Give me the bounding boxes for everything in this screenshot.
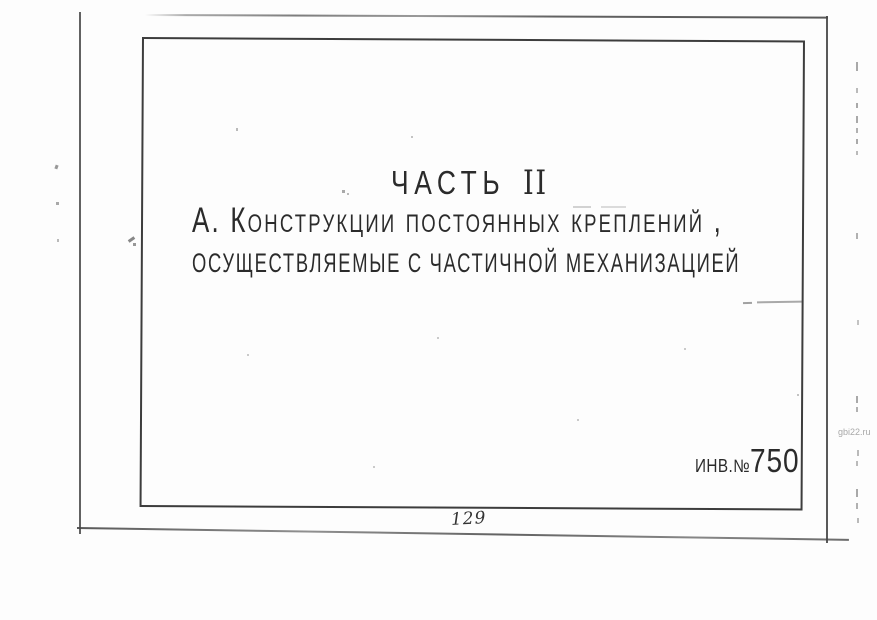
scan-artifact bbox=[856, 461, 858, 466]
scan-artifact bbox=[797, 394, 799, 396]
outer-frame-left-line bbox=[79, 12, 81, 534]
scan-artifact bbox=[856, 103, 858, 108]
scan-artifact bbox=[573, 206, 591, 208]
scan-artifact bbox=[373, 466, 375, 468]
scan-artifact bbox=[57, 239, 59, 242]
part-title-text: ЧАСТЬ bbox=[391, 164, 506, 201]
watermark-text: gbi22.ru bbox=[838, 427, 871, 437]
scan-artifact bbox=[856, 62, 858, 71]
outer-frame-top-line bbox=[145, 14, 828, 19]
scan-artifact bbox=[342, 190, 345, 193]
scan-artifact bbox=[743, 302, 752, 304]
scan-artifact bbox=[133, 243, 136, 246]
page-number: 129 bbox=[450, 508, 487, 530]
inventory-stamp bbox=[695, 444, 799, 477]
heading-line-1: А. Конструкции постоянных креплений , bbox=[192, 201, 724, 240]
scan-artifact bbox=[856, 407, 858, 412]
heading-line-2: ОСУЩЕСТВЛЯЕМЫЕ С ЧАСТИЧНОЙ МЕХАНИЗАЦИЕЙ bbox=[192, 248, 741, 278]
scan-artifact bbox=[857, 450, 859, 456]
scan-artifact bbox=[856, 396, 858, 403]
scan-artifact bbox=[857, 320, 859, 325]
scan-artifact bbox=[56, 202, 59, 205]
scan-artifact bbox=[54, 165, 58, 170]
scan-artifact bbox=[856, 139, 858, 144]
scan-artifact bbox=[856, 233, 858, 239]
scan-artifact bbox=[128, 236, 135, 242]
scan-artifact bbox=[601, 206, 626, 208]
scan-artifact bbox=[347, 193, 349, 195]
scan-artifact bbox=[856, 489, 858, 497]
scan-artifact bbox=[856, 151, 858, 155]
scan-artifact bbox=[856, 116, 858, 123]
scan-artifact bbox=[247, 354, 249, 356]
scan-artifact bbox=[856, 503, 858, 509]
part-title-roman-numeral: II bbox=[523, 163, 548, 203]
scan-artifact bbox=[236, 128, 238, 131]
inventory-stamp-number: 750 bbox=[750, 442, 800, 479]
scan-artifact bbox=[856, 128, 858, 133]
outer-frame-right-line bbox=[826, 16, 828, 543]
inventory-stamp-label: ИНВ.№ bbox=[695, 456, 751, 476]
scan-artifact bbox=[684, 348, 686, 350]
scan-artifact bbox=[437, 337, 439, 339]
scan-artifact bbox=[857, 518, 859, 523]
scan-artifact bbox=[856, 88, 858, 93]
scan-artifact bbox=[411, 136, 413, 138]
scan-artifact bbox=[577, 419, 579, 421]
part-title bbox=[391, 163, 548, 203]
